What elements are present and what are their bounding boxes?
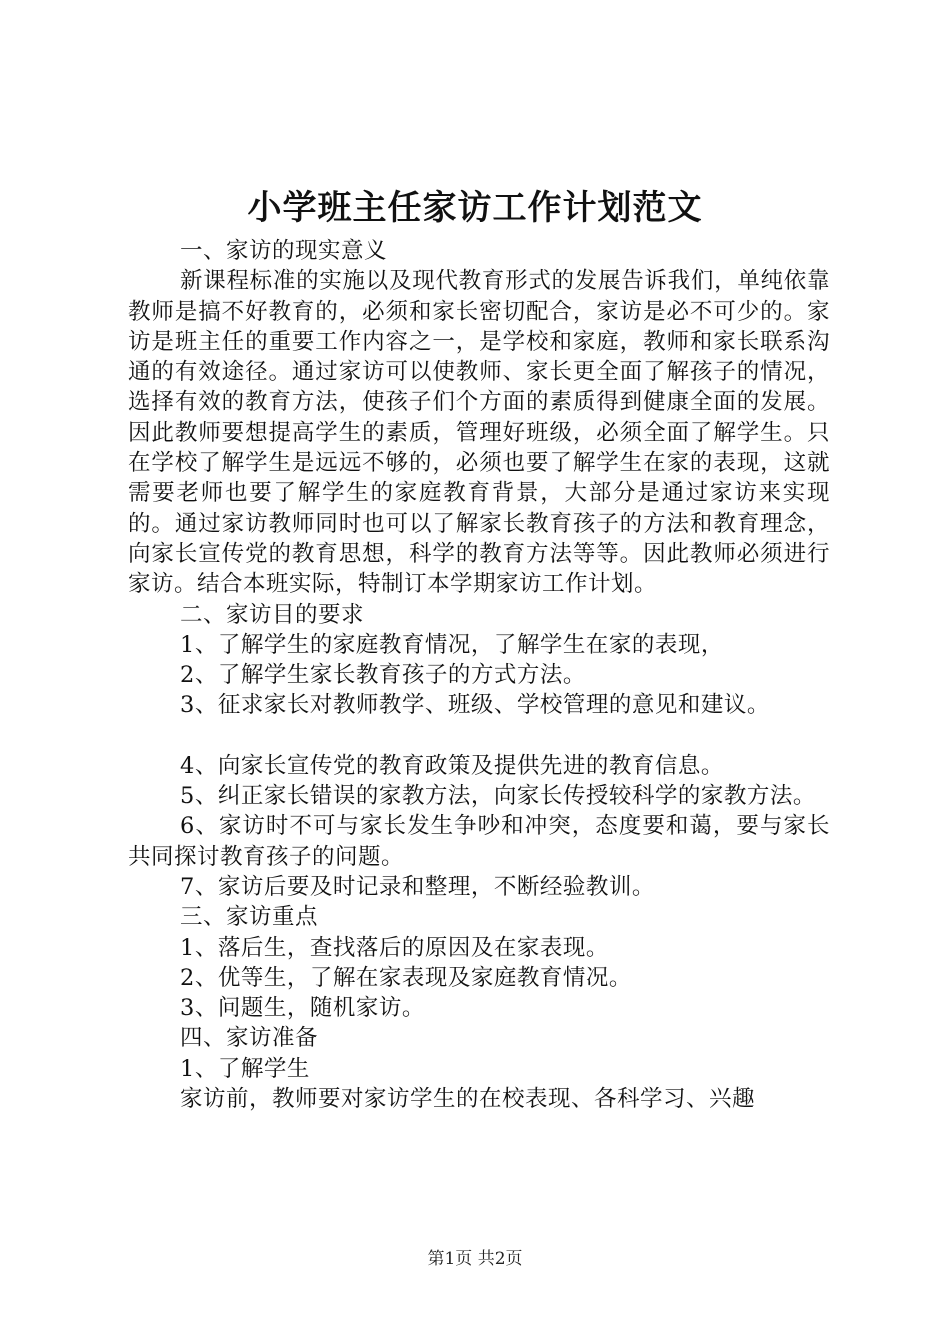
list-item: 6、家访时不可与家长发生争吵和冲突，态度要和蔼，要与家长共同探讨教育孩子的问题。 <box>128 813 830 870</box>
document-body <box>128 236 830 1114</box>
document-title: 小学班主任家访工作计划范文 <box>247 188 703 228</box>
list-item: 3、征求家长对教师教学、班级、学校管理的意见和建议。 <box>180 692 770 719</box>
section-heading: 一、家访的现实意义 <box>180 238 388 264</box>
list-item: 1、了解学生的家庭教育情况，了解学生在家的表现， <box>180 631 724 658</box>
paragraph: 家访前，教师要对家访学生的在校表现、各科学习、兴趣 <box>180 1086 756 1113</box>
list-item: 2、优等生，了解在家表现及家庭教育情况。 <box>180 964 632 991</box>
list-item: 1、落后生，查找落后的原因及在家表现。 <box>180 934 609 961</box>
list-item: 2、了解学生家长教育孩子的方式方法。 <box>180 662 586 689</box>
list-item: 4、向家长宣传党的教育政策及提供先进的教育信息。 <box>180 752 724 779</box>
paragraph: 新课程标准的实施以及现代教育形式的发展告诉我们，单纯依靠教师是搞不好教育的，必须和家长密切配合，家访是必不可少的。家访是班主任的重要工作内容之一，是学校和家庭，教师和家长联系沟通的有效途径。通过家访可以使教师、家长更全面了解孩子的情况，选择有效的教育方法，使孩子们个方面的素质得到健康全面的发展。因此教师要想提高学生的素质，管理好班级，必须全面了解学生。只在学校了解学生是远远不够的，必须也要了解学生在家的表现，这就需要老师也要了解学生的家庭教育背景，大部分是通过家访来实现的。通过家访教师同时也可以了解家长教育孩子的方法和教育理念，向家长宣传党的教育思想，科学的教育方法等等。因此教师必须进行家访。结合本班实际，特制订本学期家访工作计划。 <box>128 268 830 598</box>
section-heading: 三、家访重点 <box>180 904 319 931</box>
section-heading: 二、家访目的要求 <box>180 601 365 628</box>
list-item: 3、问题生，随机家访。 <box>180 995 425 1022</box>
section-heading: 四、家访准备 <box>180 1025 319 1052</box>
page-footer: 第1页 共2页 <box>427 1249 523 1269</box>
blank-line <box>128 721 830 751</box>
list-item: 7、家访后要及时记录和整理，不断经验教训。 <box>180 873 655 900</box>
subsection-heading: 1、了解学生 <box>180 1055 310 1082</box>
list-item: 5、纠正家长错误的家教方法，向家长传授较科学的家教方法。 <box>180 783 816 810</box>
